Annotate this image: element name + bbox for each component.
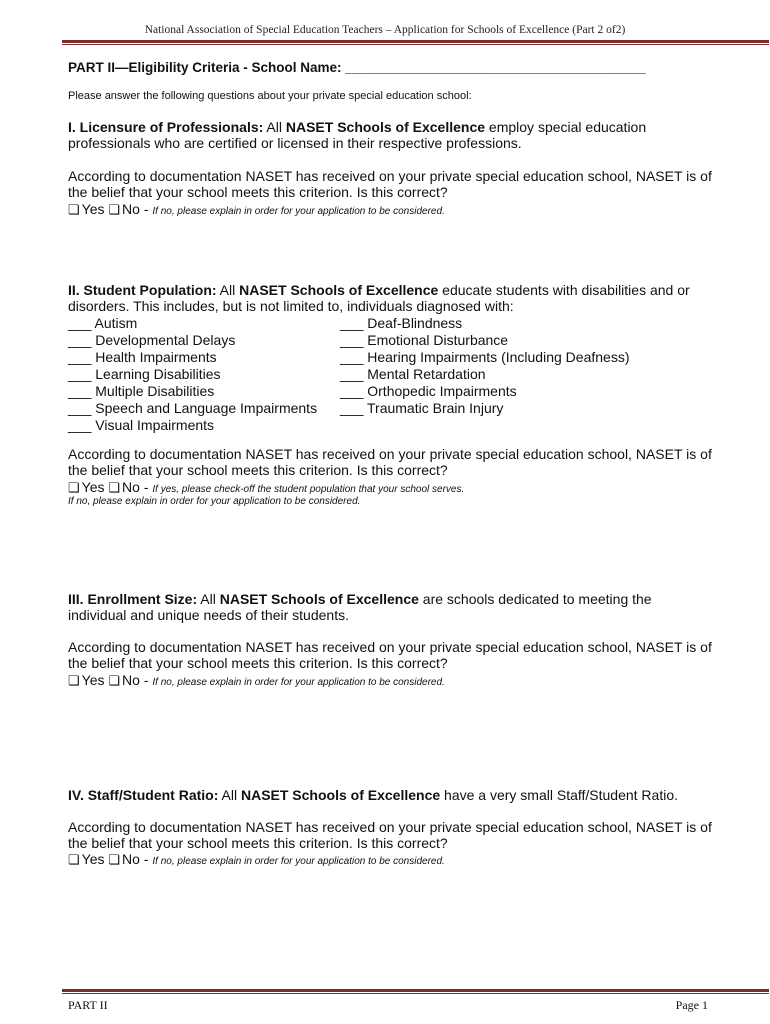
section-2-intro [68,282,690,299]
disability-list-left [68,315,317,434]
section-2-yes-checkbox[interactable]: ❏ [68,480,80,495]
disability-item[interactable]: ___ Autism [68,315,138,331]
running-header: National Association of Special Education Teachers – Application for Schools of Excellence (Part 2 of2) [144,24,626,36]
section-4-note: If no, please explain in order for your application to be considered. [152,856,445,867]
section-3-all: All [197,591,220,607]
section-2-heading: II. Student Population: [68,282,217,298]
section-4-dash: - [139,851,153,867]
section-1-note: If no, please explain in order for your application to be considered. [152,206,445,217]
section-1-line2: professionals who are certified or licensed in their respective professions. [68,135,522,151]
section-3-heading: III. Enrollment Size: [68,591,198,607]
section-1-question-line1: According to documentation NASET has received on your private special education school, NASET is of [68,168,712,184]
section-1-question-line2: the belief that your school meets this criterion. Is this correct? [68,184,448,200]
section-4-yes-label: Yes [81,851,105,867]
part-title: PART II—Eligibility Criteria - School Name: ________________________________________ [68,60,646,75]
section-3-yes-checkbox[interactable]: ❏ [68,673,80,688]
disability-item[interactable]: ___ Speech and Language Impairments [68,400,318,416]
disability-item[interactable]: ___ Developmental Delays [68,332,236,348]
section-4-naset: NASET Schools of Excellence [240,787,441,803]
section-2-no-checkbox[interactable]: ❏ [108,480,121,495]
section-2-yes-note: If yes, please check-off the student population that your school serves. [152,484,465,495]
section-3-line2: individual and unique needs of their students. [68,607,349,623]
section-3-no-checkbox[interactable]: ❏ [108,673,121,688]
section-4-answer [68,851,445,870]
disability-item[interactable]: ___ Multiple Disabilities [68,383,215,399]
disability-item[interactable]: ___ Emotional Disturbance [340,332,509,348]
section-1-yes-checkbox[interactable]: ❏ [68,202,80,217]
section-4-question-line2: the belief that your school meets this criterion. Is this correct? [68,835,448,851]
disability-item[interactable]: ___ Mental Retardation [340,366,486,382]
section-3-dash: - [139,672,153,688]
section-2-line2: disorders. This includes, but is not limited to, individuals diagnosed with: [68,298,514,314]
section-1-all: All [263,119,286,135]
section-1-no-label: No [122,201,140,217]
section-3-note: If no, please explain in order for your application to be considered. [152,677,445,688]
section-2-no-note: If no, please explain in order for your application to be considered. [68,496,361,507]
disability-item[interactable]: ___ Orthopedic Impairments [340,383,517,399]
section-2-no-label: No [122,479,140,495]
section-3-question-line1: According to documentation NASET has received on your private special education school, NASET is of [68,639,712,655]
section-3-no-label: No [122,672,140,688]
disability-item[interactable]: ___ Health Impairments [68,349,217,365]
section-1-no-checkbox[interactable]: ❏ [108,202,121,217]
section-4-no-label: No [122,851,140,867]
header-rule [62,40,769,43]
section-1-naset: NASET Schools of Excellence [285,119,486,135]
section-3-question-line2: the belief that your school meets this criterion. Is this correct? [68,655,448,671]
section-3-yes-label: Yes [81,672,105,688]
section-2-naset: NASET Schools of Excellence [239,282,439,298]
footer-rule [62,989,769,992]
disability-item[interactable]: ___ Deaf-Blindness [340,315,463,331]
disability-item[interactable]: ___ Learning Disabilities [68,366,221,382]
section-4-text: have a very small Staff/Student Ratio. [440,787,679,803]
section-1-heading: I. Licensure of Professionals: [68,119,264,135]
section-4-heading: IV. Staff/Student Ratio: [68,787,219,803]
section-2-all: All [216,282,240,298]
section-4-all: All [218,787,241,803]
instruction-text: Please answer the following questions about your private special education school: [68,90,472,102]
section-3-answer [68,672,445,691]
footer-rule-thin [62,993,769,994]
section-4-yes-checkbox[interactable]: ❏ [68,852,80,867]
section-1-text: employ special education [485,119,647,135]
disability-item[interactable]: ___ Traumatic Brain Injury [340,400,504,416]
section-2-text: educate students with disabilities and or [438,282,690,298]
section-1-intro [68,119,646,136]
section-1-dash: - [139,201,153,217]
section-3-intro [68,591,652,608]
section-2-question-line1: According to documentation NASET has received on your private special education school, NASET is of [68,446,712,462]
page-number: Page 1 [675,998,708,1012]
section-3-text: are schools dedicated to meeting the [418,591,652,607]
disability-item[interactable]: ___ Hearing Impairments (Including Deafness) [340,349,630,365]
section-3-naset: NASET Schools of Excellence [219,591,419,607]
footer-part-label: PART II [68,998,108,1012]
section-2-yes-label: Yes [81,479,105,495]
disability-list-right [340,315,629,417]
section-1-yes-label: Yes [81,201,105,217]
section-4-question-line1: According to documentation NASET has received on your private special education school, NASET is of [68,819,712,835]
section-2-question-line2: the belief that your school meets this criterion. Is this correct? [68,462,448,478]
section-2-dash: - [139,479,153,495]
section-4-no-checkbox[interactable]: ❏ [108,852,121,867]
header-rule-thin [62,44,769,45]
section-1-answer [68,201,445,220]
disability-item[interactable]: ___ Visual Impairments [68,417,215,433]
section-4-intro [68,787,678,804]
